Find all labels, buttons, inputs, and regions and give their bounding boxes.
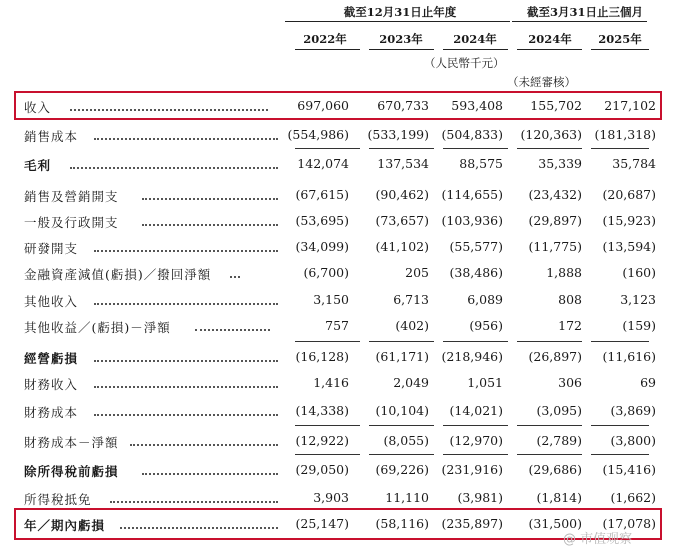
row-label: 經營虧損: [24, 351, 79, 366]
value-cell: 69: [640, 375, 656, 390]
value-cell: (1,662): [610, 490, 656, 505]
table-row: [0, 373, 685, 393]
value-cell: (14,021): [449, 403, 503, 418]
value-cell: (181,318): [594, 127, 656, 142]
value-cell: (25,147): [295, 516, 349, 531]
value-cell: (103,936): [441, 213, 503, 228]
value-cell: (160): [622, 265, 656, 280]
value-cell: (1,814): [536, 490, 582, 505]
value-cell: 1,416: [313, 375, 349, 390]
value-cell: (10,104): [375, 403, 429, 418]
subtotal-rule: [517, 425, 582, 426]
dot-leader: [94, 360, 278, 362]
value-cell: (67,615): [295, 187, 349, 202]
value-cell: (11,775): [528, 239, 582, 254]
value-cell: (58,116): [375, 516, 429, 531]
value-cell: (14,338): [295, 403, 349, 418]
table-row: [0, 125, 685, 145]
value-cell: 11,110: [385, 490, 429, 505]
value-cell: (956): [469, 318, 503, 333]
value-cell: (3,800): [610, 433, 656, 448]
table-row: [0, 460, 685, 480]
table-row: [0, 290, 685, 310]
value-cell: 697,060: [297, 98, 349, 113]
row-label: 銷售及營銷開支: [24, 189, 119, 204]
value-cell: (402): [395, 318, 429, 333]
year-header-4: 2024年: [528, 32, 572, 46]
value-cell: (12,970): [449, 433, 503, 448]
row-label: 一般及行政開支: [24, 215, 119, 230]
value-cell: 217,102: [604, 98, 656, 113]
value-cell: 306: [558, 375, 582, 390]
watermark-text: @ 市值观察: [563, 532, 633, 547]
subtotal-rule: [369, 341, 434, 342]
value-cell: (53,695): [295, 213, 349, 228]
subtotal-rule: [591, 454, 649, 455]
dot-leader: [94, 138, 278, 140]
year-underline-2: [369, 49, 434, 50]
table-row: [0, 488, 685, 508]
dot-leader: [142, 224, 278, 226]
value-cell: 205: [405, 265, 429, 280]
value-cell: (3,095): [536, 403, 582, 418]
row-label: 收入: [24, 100, 52, 115]
three-months-underline: [512, 21, 647, 22]
row-label: 銷售成本: [24, 129, 79, 144]
value-cell: 593,408: [451, 98, 503, 113]
value-cell: (69,226): [375, 462, 429, 477]
subtotal-rule: [443, 425, 508, 426]
currency-unit-note: （人民幣千元）: [424, 56, 505, 70]
full-year-underline: [285, 21, 510, 22]
period-full-year-header: 截至12月31日止年度: [343, 5, 457, 19]
dot-leader: [94, 414, 278, 416]
value-cell: 172: [558, 318, 582, 333]
value-cell: 1,888: [546, 265, 582, 280]
dot-leader: [230, 276, 240, 278]
value-cell: (17,078): [602, 516, 656, 531]
subtotal-rule: [517, 148, 582, 149]
subtotal-rule: [369, 425, 434, 426]
value-cell: (3,869): [610, 403, 656, 418]
value-cell: (16,128): [295, 349, 349, 364]
value-cell: 2,049: [393, 375, 429, 390]
row-label: 其他收益／(虧損)－淨額: [24, 320, 171, 335]
year-underline-3: [443, 49, 508, 50]
value-cell: (114,655): [441, 187, 503, 202]
value-cell: (61,171): [375, 349, 429, 364]
value-cell: 808: [558, 292, 582, 307]
subtotal-rule: [295, 148, 360, 149]
year-header-3: 2024年: [453, 32, 497, 46]
value-cell: (29,050): [295, 462, 349, 477]
subtotal-rule: [369, 148, 434, 149]
value-cell: (31,500): [528, 516, 582, 531]
row-label: 財務成本－淨額: [24, 435, 119, 450]
row-label: 研發開支: [24, 241, 79, 256]
value-cell: (15,416): [602, 462, 656, 477]
year-header-5: 2025年: [598, 32, 642, 46]
dot-leader: [94, 250, 278, 252]
row-label: 金融資產減值(虧損)／撥回淨額: [24, 267, 212, 282]
value-cell: 3,123: [620, 292, 656, 307]
value-cell: 137,534: [377, 156, 429, 171]
period-three-months-header: 截至3月31日止三個月: [526, 5, 643, 19]
subtotal-rule: [443, 148, 508, 149]
row-label: 所得稅抵免: [24, 492, 92, 507]
table-row: [0, 237, 685, 257]
value-cell: (34,099): [295, 239, 349, 254]
value-cell: (2,789): [536, 433, 582, 448]
year-underline-4: [517, 49, 582, 50]
unaudited-note: （未經審核）: [507, 75, 576, 89]
value-cell: 757: [325, 318, 349, 333]
value-cell: (23,432): [528, 187, 582, 202]
revenue-highlight-box: [14, 91, 662, 120]
subtotal-rule: [295, 341, 360, 342]
value-cell: 88,575: [459, 156, 503, 171]
year-header-2: 2023年: [379, 32, 423, 46]
subtotal-rule: [295, 454, 360, 455]
value-cell: (29,686): [528, 462, 582, 477]
value-cell: (11,616): [602, 349, 656, 364]
table-row: [0, 154, 685, 174]
subtotal-rule: [369, 454, 434, 455]
row-label: 財務成本: [24, 405, 79, 420]
table-row: [0, 401, 685, 421]
subtotal-rule: [443, 454, 508, 455]
value-cell: 3,903: [313, 490, 349, 505]
value-cell: 6,713: [393, 292, 429, 307]
year-header-1: 2022年: [303, 32, 347, 46]
subtotal-rule: [295, 425, 360, 426]
subtotal-rule: [517, 454, 582, 455]
value-cell: 155,702: [530, 98, 582, 113]
value-cell: (13,594): [602, 239, 656, 254]
value-cell: (235,897): [441, 516, 503, 531]
value-cell: (20,687): [602, 187, 656, 202]
value-cell: (29,897): [528, 213, 582, 228]
dot-leader: [110, 501, 278, 503]
table-row: [0, 211, 685, 231]
dot-leader: [142, 198, 278, 200]
value-cell: (554,986): [287, 127, 349, 142]
value-cell: 35,784: [612, 156, 656, 171]
dot-leader: [130, 444, 278, 446]
value-cell: (218,946): [441, 349, 503, 364]
row-label: 毛利: [24, 158, 52, 173]
dot-leader: [94, 303, 278, 305]
value-cell: (26,897): [528, 349, 582, 364]
row-label: 其他收入: [24, 294, 79, 309]
table-row: [0, 347, 685, 367]
value-cell: 1,051: [467, 375, 503, 390]
table-row: [0, 431, 685, 451]
row-label: 年／期內虧損: [24, 518, 106, 533]
dot-leader: [94, 386, 278, 388]
value-cell: (3,981): [457, 490, 503, 505]
value-cell: (41,102): [375, 239, 429, 254]
value-cell: (504,833): [441, 127, 503, 142]
value-cell: 142,074: [297, 156, 349, 171]
value-cell: (90,462): [375, 187, 429, 202]
dot-leader: [195, 329, 270, 331]
value-cell: (8,055): [383, 433, 429, 448]
subtotal-rule: [591, 341, 649, 342]
value-cell: (120,363): [520, 127, 582, 142]
table-row: [0, 316, 685, 336]
year-underline-5: [591, 49, 649, 50]
year-underline-1: [295, 49, 360, 50]
value-cell: (55,577): [449, 239, 503, 254]
subtotal-rule: [443, 341, 508, 342]
subtotal-rule: [591, 425, 649, 426]
value-cell: 670,733: [377, 98, 429, 113]
row-label: 除所得稅前虧損: [24, 464, 119, 479]
table-row: [0, 185, 685, 205]
subtotal-rule: [591, 148, 649, 149]
value-cell: (73,657): [375, 213, 429, 228]
dot-leader: [70, 167, 278, 169]
subtotal-rule: [517, 341, 582, 342]
value-cell: (231,916): [441, 462, 503, 477]
table-row: [0, 263, 685, 283]
value-cell: 3,150: [313, 292, 349, 307]
row-label: 財務收入: [24, 377, 79, 392]
dot-leader: [142, 473, 278, 475]
value-cell: (15,923): [602, 213, 656, 228]
value-cell: (12,922): [295, 433, 349, 448]
value-cell: 35,339: [538, 156, 582, 171]
value-cell: (6,700): [303, 265, 349, 280]
value-cell: (38,486): [449, 265, 503, 280]
value-cell: 6,089: [467, 292, 503, 307]
value-cell: (159): [622, 318, 656, 333]
value-cell: (533,199): [367, 127, 429, 142]
